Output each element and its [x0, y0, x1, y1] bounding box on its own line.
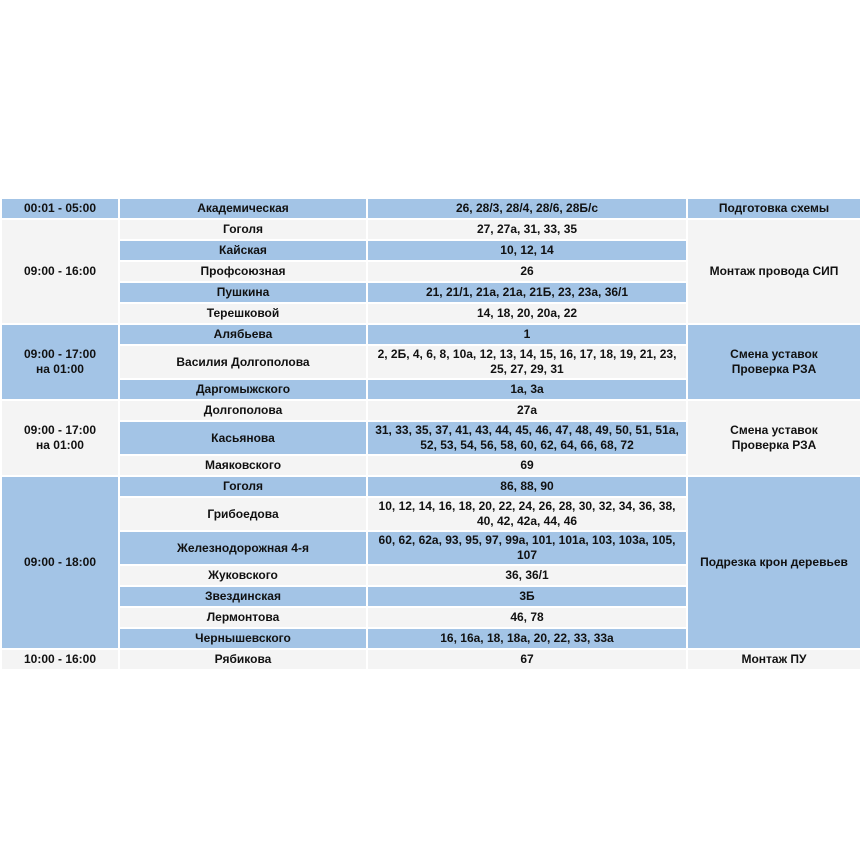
houses-cell: [367, 421, 687, 455]
houses-cell: 27, 27а, 31, 33, 35: [367, 219, 687, 240]
street-cell: Гоголя: [119, 476, 367, 497]
street-cell: Пушкина: [119, 282, 367, 303]
street-cell: Чернышевского: [119, 628, 367, 649]
houses-cell: 26: [367, 261, 687, 282]
street-cell: Грибоедова: [119, 497, 367, 531]
houses-line: 60, 62, 62а, 93, 95, 97, 99а, 101, 101а, 103, 103а, 105,: [378, 533, 676, 547]
time-range: 09:00 - 17:00: [23, 423, 97, 437]
houses-cell: 21, 21/1, 21а, 21а, 21Б, 23, 23а, 36/1: [367, 282, 687, 303]
time-cell: 09:00 - 16:00: [1, 219, 119, 324]
street-cell: Лермонтова: [119, 607, 367, 628]
houses-cell: 1а, 3а: [367, 379, 687, 400]
work-line: Смена уставок: [730, 347, 818, 361]
houses-cell: 67: [367, 649, 687, 670]
houses-line: 10, 12, 14, 16, 18, 20, 22, 24, 26, 28, 30, 32, 34, 36, 38,: [378, 499, 676, 513]
houses-cell: 3Б: [367, 586, 687, 607]
houses-line: 52, 53, 54, 56, 58, 60, 62, 64, 66, 68, 72: [420, 438, 634, 452]
houses-line: 25, 27, 29, 31: [490, 362, 564, 376]
houses-cell: 1: [367, 324, 687, 345]
table-row: [1, 219, 860, 240]
houses-cell: [367, 497, 687, 531]
street-cell: Жуковского: [119, 565, 367, 586]
houses-cell: 27а: [367, 400, 687, 421]
houses-cell: 14, 18, 20, 20а, 22: [367, 303, 687, 324]
time-cell: [1, 400, 119, 476]
street-cell: Звездинская: [119, 586, 367, 607]
work-line: Проверка РЗА: [731, 438, 817, 452]
work-line: Проверка РЗА: [731, 362, 817, 376]
houses-cell: 69: [367, 455, 687, 476]
houses-cell: [367, 531, 687, 565]
houses-cell: [367, 345, 687, 379]
work-cell: Подрезка крон деревьев: [687, 476, 860, 649]
work-cell: Монтаж ПУ: [687, 649, 860, 670]
houses-line: 31, 33, 35, 37, 41, 43, 44, 45, 46, 47, 48, 49, 50, 51, 51а,: [375, 423, 679, 437]
houses-cell: 46, 78: [367, 607, 687, 628]
outage-schedule-table: [0, 197, 860, 671]
table-row: [1, 476, 860, 497]
time-note: на 01:00: [36, 438, 84, 452]
time-range: 09:00 - 17:00: [23, 347, 97, 361]
houses-cell: 36, 36/1: [367, 565, 687, 586]
houses-cell: 86, 88, 90: [367, 476, 687, 497]
street-cell: Терешковой: [119, 303, 367, 324]
table-row: [1, 198, 860, 219]
time-cell: [1, 324, 119, 400]
street-cell: Профсоюзная: [119, 261, 367, 282]
time-note: на 01:00: [36, 362, 84, 376]
street-cell: Рябикова: [119, 649, 367, 670]
street-cell: Долгополова: [119, 400, 367, 421]
street-cell: Василия Долгополова: [119, 345, 367, 379]
houses-cell: 26, 28/3, 28/4, 28/6, 28Б/с: [367, 198, 687, 219]
street-cell: Маяковского: [119, 455, 367, 476]
street-cell: Железнодорожная 4-я: [119, 531, 367, 565]
street-cell: Касьянова: [119, 421, 367, 455]
houses-line: 107: [516, 548, 538, 562]
houses-cell: 10, 12, 14: [367, 240, 687, 261]
street-cell: Алябьева: [119, 324, 367, 345]
table-row: [1, 649, 860, 670]
houses-cell: 16, 16а, 18, 18а, 20, 22, 33, 33а: [367, 628, 687, 649]
houses-line: 40, 42, 42а, 44, 46: [476, 514, 578, 528]
time-cell: 10:00 - 16:00: [1, 649, 119, 670]
work-cell: [687, 400, 860, 476]
houses-line: 2, 2Б, 4, 6, 8, 10а, 12, 13, 14, 15, 16, 17, 18, 19, 21, 23,: [377, 347, 677, 361]
work-cell: Монтаж провода СИП: [687, 219, 860, 324]
table-row: [1, 400, 860, 421]
table-row: [1, 324, 860, 345]
work-cell: [687, 324, 860, 400]
time-cell: 09:00 - 18:00: [1, 476, 119, 649]
street-cell: Даргомыжского: [119, 379, 367, 400]
street-cell: Кайская: [119, 240, 367, 261]
work-cell: Подготовка схемы: [687, 198, 860, 219]
street-cell: Гоголя: [119, 219, 367, 240]
time-cell: 00:01 - 05:00: [1, 198, 119, 219]
work-line: Смена уставок: [730, 423, 818, 437]
street-cell: Академическая: [119, 198, 367, 219]
